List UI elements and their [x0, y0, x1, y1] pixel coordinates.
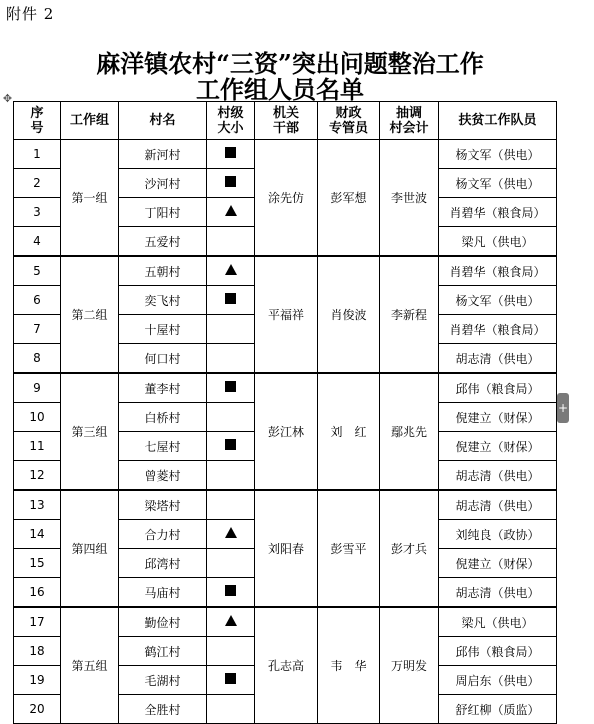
seq-cell: 3	[14, 198, 61, 227]
accountant-cell: 李新程	[380, 256, 439, 373]
document-title: 麻洋镇农村“三资”突出问题整治工作	[96, 49, 484, 78]
team-cell: 杨文军（供电）	[439, 286, 557, 315]
team-cell: 邱伟（粮食局）	[439, 637, 557, 666]
seq-cell: 12	[14, 461, 61, 491]
size-cell	[207, 461, 255, 491]
size-cell	[207, 695, 255, 724]
header-size: 村级 大小	[207, 102, 255, 140]
filled-square-icon	[225, 293, 236, 304]
size-cell	[207, 637, 255, 666]
finance-cell: 彭军想	[318, 140, 380, 257]
table-row	[14, 607, 557, 637]
accountant-cell: 彭才兵	[380, 490, 439, 607]
seq-cell: 5	[14, 256, 61, 286]
seq-cell: 20	[14, 695, 61, 724]
insert-column-handle-icon[interactable]: +	[557, 393, 569, 423]
finance-cell: 刘 红	[318, 373, 380, 490]
table-row	[14, 490, 557, 520]
village-cell: 何口村	[119, 344, 207, 374]
seq-cell: 16	[14, 578, 61, 608]
team-cell: 杨文军（供电）	[439, 140, 557, 169]
village-cell: 全胜村	[119, 695, 207, 724]
team-cell: 倪建立（财保）	[439, 549, 557, 578]
village-cell: 邱湾村	[119, 549, 207, 578]
seq-cell: 11	[14, 432, 61, 461]
team-cell: 胡志清（供电）	[439, 578, 557, 608]
attachment-label: 附件 2	[6, 5, 55, 23]
size-cell	[207, 403, 255, 432]
seq-cell: 18	[14, 637, 61, 666]
finance-cell: 韦 华	[318, 607, 380, 724]
village-cell: 马庙村	[119, 578, 207, 608]
village-cell: 沙河村	[119, 169, 207, 198]
filled-square-icon	[225, 176, 236, 187]
table-move-handle-icon[interactable]: ✥	[2, 92, 13, 105]
village-cell: 奕飞村	[119, 286, 207, 315]
village-cell: 丁阳村	[119, 198, 207, 227]
size-cell	[207, 256, 255, 286]
size-cell	[207, 198, 255, 227]
group-cell: 第一组	[61, 140, 119, 257]
cadre-cell: 平福祥	[255, 256, 318, 373]
size-cell	[207, 666, 255, 695]
accountant-cell: 鄢兆先	[380, 373, 439, 490]
size-cell	[207, 490, 255, 520]
size-cell	[207, 549, 255, 578]
team-cell: 肖碧华（粮食局）	[439, 256, 557, 286]
group-cell: 第五组	[61, 607, 119, 724]
village-cell: 勤俭村	[119, 607, 207, 637]
team-cell: 刘纯良（政协）	[439, 520, 557, 549]
filled-triangle-icon	[225, 205, 237, 216]
team-cell: 梁凡（供电）	[439, 227, 557, 257]
team-cell: 倪建立（财保）	[439, 403, 557, 432]
seq-cell: 10	[14, 403, 61, 432]
village-cell: 五爱村	[119, 227, 207, 257]
size-cell	[207, 315, 255, 344]
table-row	[14, 140, 557, 169]
village-cell: 白桥村	[119, 403, 207, 432]
document-subtitle: 工作组人员名单	[196, 75, 364, 104]
table-row	[14, 373, 557, 403]
finance-cell: 彭雪平	[318, 490, 380, 607]
team-cell: 舒红柳（质监）	[439, 695, 557, 724]
filled-triangle-icon	[225, 264, 237, 275]
village-cell: 董李村	[119, 373, 207, 403]
size-cell	[207, 432, 255, 461]
team-cell: 胡志清（供电）	[439, 490, 557, 520]
header-cadre: 机关 干部	[255, 102, 318, 140]
village-cell: 七屋村	[119, 432, 207, 461]
team-cell: 梁凡（供电）	[439, 607, 557, 637]
header-seq: 序 号	[14, 102, 61, 140]
filled-square-icon	[225, 439, 236, 450]
size-cell	[207, 578, 255, 608]
seq-cell: 9	[14, 373, 61, 403]
header-accountant: 抽调 村会计	[380, 102, 439, 140]
filled-square-icon	[225, 381, 236, 392]
cadre-cell: 刘阳春	[255, 490, 318, 607]
village-cell: 新河村	[119, 140, 207, 169]
team-cell: 周启东（供电）	[439, 666, 557, 695]
seq-cell: 13	[14, 490, 61, 520]
group-cell: 第四组	[61, 490, 119, 607]
group-cell: 第二组	[61, 256, 119, 373]
filled-square-icon	[225, 673, 236, 684]
size-cell	[207, 373, 255, 403]
team-cell: 胡志清（供电）	[439, 461, 557, 491]
filled-square-icon	[225, 585, 236, 596]
seq-cell: 19	[14, 666, 61, 695]
village-cell: 五朝村	[119, 256, 207, 286]
cadre-cell: 孔志高	[255, 607, 318, 724]
cadre-cell: 彭江林	[255, 373, 318, 490]
seq-cell: 4	[14, 227, 61, 257]
header-row	[14, 102, 557, 140]
roster-table	[13, 101, 557, 724]
group-cell: 第三组	[61, 373, 119, 490]
seq-cell: 2	[14, 169, 61, 198]
filled-triangle-icon	[225, 527, 237, 538]
size-cell	[207, 169, 255, 198]
village-cell: 毛湖村	[119, 666, 207, 695]
size-cell	[207, 607, 255, 637]
village-cell: 十屋村	[119, 315, 207, 344]
finance-cell: 肖俊波	[318, 256, 380, 373]
seq-cell: 14	[14, 520, 61, 549]
table-row	[14, 256, 557, 286]
size-cell	[207, 227, 255, 257]
team-cell: 倪建立（财保）	[439, 432, 557, 461]
size-cell	[207, 286, 255, 315]
accountant-cell: 李世波	[380, 140, 439, 257]
size-cell	[207, 344, 255, 374]
team-cell: 杨文军（供电）	[439, 169, 557, 198]
filled-square-icon	[225, 147, 236, 158]
header-village: 村名	[119, 102, 207, 140]
team-cell: 肖碧华（粮食局）	[439, 198, 557, 227]
size-cell	[207, 140, 255, 169]
header-team: 扶贫工作队员	[439, 102, 557, 140]
cadre-cell: 涂先仿	[255, 140, 318, 257]
header-finance: 财政 专管员	[318, 102, 380, 140]
team-cell: 邱伟（粮食局）	[439, 373, 557, 403]
seq-cell: 6	[14, 286, 61, 315]
accountant-cell: 万明发	[380, 607, 439, 724]
size-cell	[207, 520, 255, 549]
seq-cell: 7	[14, 315, 61, 344]
header-group: 工作组	[61, 102, 119, 140]
village-cell: 合力村	[119, 520, 207, 549]
village-cell: 鹤江村	[119, 637, 207, 666]
village-cell: 梁塔村	[119, 490, 207, 520]
village-cell: 曾菱村	[119, 461, 207, 491]
team-cell: 胡志清（供电）	[439, 344, 557, 374]
seq-cell: 8	[14, 344, 61, 374]
team-cell: 肖碧华（粮食局）	[439, 315, 557, 344]
filled-triangle-icon	[225, 615, 237, 626]
seq-cell: 1	[14, 140, 61, 169]
seq-cell: 17	[14, 607, 61, 637]
seq-cell: 15	[14, 549, 61, 578]
